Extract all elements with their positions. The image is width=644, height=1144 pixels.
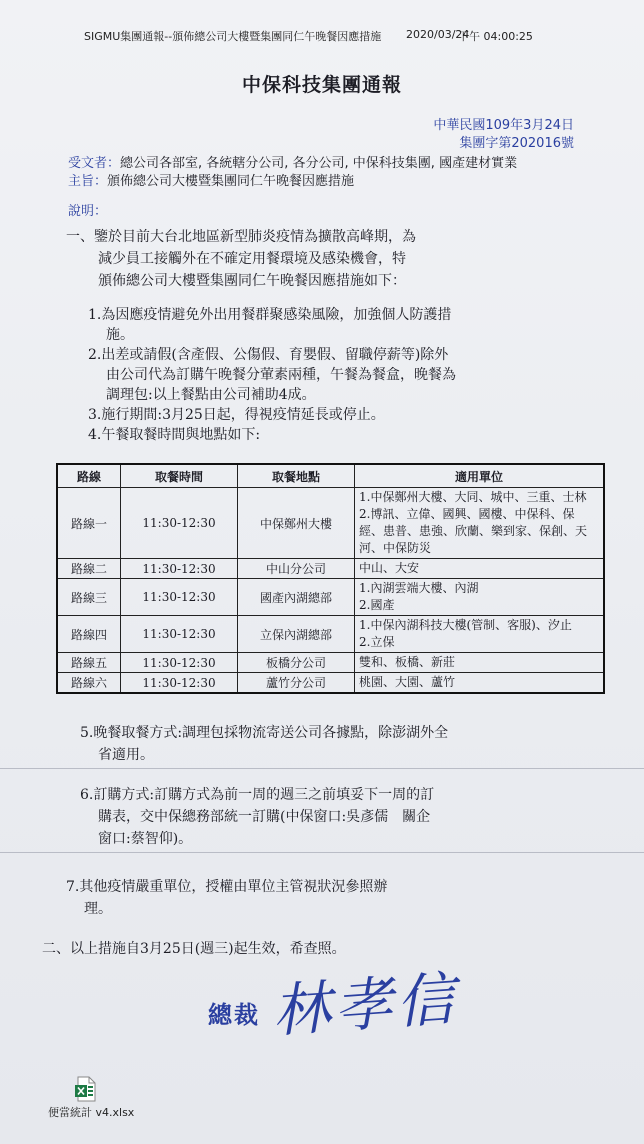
item5-line1: 5.晚餐取餐方式:調理包採物流寄送公司各據點，除澎湖外全 [80, 725, 449, 741]
paper-fold-line [0, 768, 644, 769]
item6-line1: 6.訂購方式:訂購方式為前一周的週三之前填妥下一周的訂 [80, 787, 435, 803]
table-header-row [57, 464, 604, 488]
table-row [57, 579, 604, 616]
item1-line2: 施。 [106, 327, 134, 343]
section1-line1: 一、鑒於目前大台北地區新型肺炎疫情為擴散高峰期，為 [66, 229, 416, 245]
units-line: 1.中保內湖科技大樓(管制、客服)、汐止 [359, 618, 572, 632]
units-cell [355, 559, 605, 579]
time-cell: 11:30-12:30 [121, 673, 238, 694]
units-line: 2.國產 [359, 598, 395, 612]
units-line: 桃園、大園、蘆竹 [359, 675, 456, 689]
subject-value: 頒佈總公司大樓暨集團同仁午晚餐因應措施 [107, 174, 355, 189]
issue-date: 中華民國109年3月24日 [433, 118, 574, 133]
units-cell [355, 488, 605, 559]
explanation-label: 說明： [68, 204, 108, 219]
time-cell: 11:30-12:30 [121, 579, 238, 616]
signature-title: 總裁 [208, 1000, 260, 1029]
item2-line3: 調理包:以上餐點由公司補助4成。 [106, 387, 316, 403]
paper-fold-line [0, 852, 644, 853]
time-cell: 11:30-12:30 [121, 653, 238, 673]
route-cell: 路線六 [57, 673, 121, 694]
table-row [57, 673, 604, 694]
place-cell: 板橋分公司 [238, 653, 355, 673]
item2-line1: 2.出差或請假(含產假、公傷假、育嬰假、留職停薪等)除外 [88, 347, 449, 363]
doc-number: 集團字第202016號 [459, 136, 574, 151]
route-cell: 路線三 [57, 579, 121, 616]
place-cell: 蘆竹分公司 [238, 673, 355, 694]
table-row [57, 653, 604, 673]
time-cell: 11:30-12:30 [121, 616, 238, 653]
time-cell: 11:30-12:30 [121, 488, 238, 559]
units-line: 雙和、板橋、新莊 [359, 655, 456, 669]
units-line: 2.博訊、立偉、國興、國樓、中保科、保 [359, 507, 575, 521]
item6-line2: 購表，交中保總務部統一訂購(中保窗口:吳彥儒 關企 [98, 809, 431, 825]
header-time: 取餐時間 [121, 464, 238, 488]
table-row [57, 616, 604, 653]
header-route: 路線 [57, 464, 121, 488]
units-cell [355, 616, 605, 653]
units-line: 1.內湖雲端大樓、內湖 [359, 581, 479, 595]
route-cell: 路線五 [57, 653, 121, 673]
item2-line2: 由公司代為訂購午晚餐分葷素兩種，午餐為餐盒，晚餐為 [106, 367, 456, 383]
item7-line1: 7.其他疫情嚴重單位，授權由單位主管視狀況參照辦 [66, 879, 388, 895]
recipients-label: 受文者： [68, 156, 121, 171]
units-cell [355, 673, 605, 694]
units-line: 2.立保 [359, 635, 395, 649]
time-cell: 11:30-12:30 [121, 559, 238, 579]
attachment-filename[interactable]: 便當統計 v4.xlsx [48, 1106, 135, 1119]
route-cell: 路線四 [57, 616, 121, 653]
place-cell: 中山分公司 [238, 559, 355, 579]
table-row [57, 488, 604, 559]
route-cell: 路線一 [57, 488, 121, 559]
page-title: 中保科技集團通報 [241, 74, 402, 96]
units-line: 中山、大安 [359, 561, 420, 575]
units-cell [355, 653, 605, 673]
item4: 4.午餐取餐時間與地點如下: [88, 427, 261, 443]
section1-line2: 減少員工接觸外在不確定用餐環境及感染機會，特 [98, 251, 406, 267]
units-cell [355, 579, 605, 616]
item7-line2: 理。 [84, 901, 112, 917]
place-cell: 立保內湖總部 [238, 616, 355, 653]
subject-label: 主旨： [68, 174, 108, 189]
table-row [57, 559, 604, 579]
place-cell: 國產內湖總部 [238, 579, 355, 616]
recipients-line [68, 152, 517, 171]
header-units: 適用單位 [355, 464, 605, 488]
email-time: 下午 04:00:25 [458, 30, 533, 43]
subject-line [68, 170, 354, 189]
item3: 3.施行期間:3月25日起，得視疫情延長或停止。 [88, 407, 385, 423]
header-place: 取餐地點 [238, 464, 355, 488]
excel-file-icon[interactable] [74, 1076, 96, 1102]
units-line: 河、中保防災 [359, 541, 432, 555]
item1-line1: 1.為因應疫情避免外出用餐群聚感染風險，加強個人防護措 [88, 307, 452, 323]
units-line: 經、患普、患強、欣蘭、樂到家、保創、天 [359, 524, 588, 538]
email-date: 2020/03/24 [406, 28, 470, 41]
section1-line3: 頒佈總公司大樓暨集團同仁午晚餐因應措施如下： [98, 273, 406, 289]
pickup-schedule-table [56, 463, 605, 694]
recipients-value: 總公司各部室, 各統轄分公司, 各分公司, 中保科技集團, 國產建材實業 [120, 156, 518, 171]
email-subject-header: SIGMU集團通報--頒佈總公司大樓暨集團同仁午晚餐因應措施 [84, 30, 382, 43]
route-cell: 路線二 [57, 559, 121, 579]
place-cell: 中保鄭州大樓 [238, 488, 355, 559]
signature-name: 林孝信 [270, 964, 461, 1046]
item6-line3: 窗口:蔡智仰)。 [98, 831, 193, 847]
item5-line2: 省適用。 [98, 747, 154, 763]
section2-text: 二、以上措施自3月25日(週三)起生效，希查照。 [42, 941, 346, 957]
units-line: 1.中保鄭州大樓、大同、城中、三重、士林 [359, 490, 587, 504]
